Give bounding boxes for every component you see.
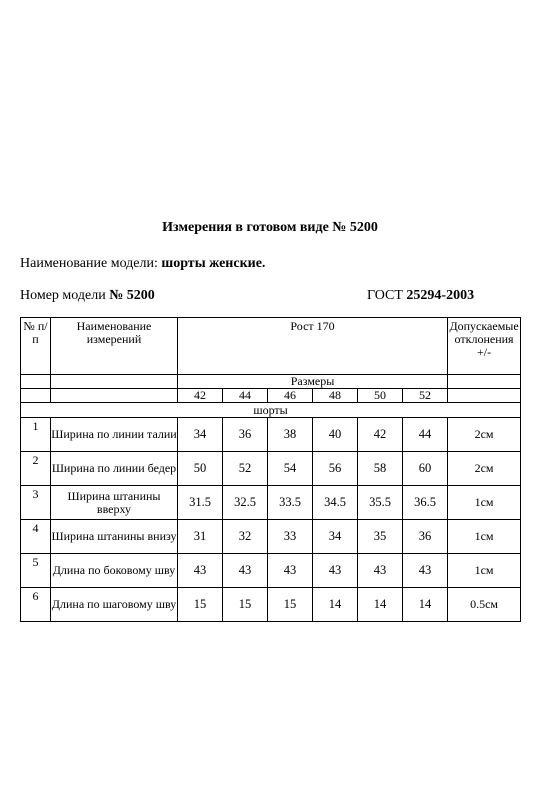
tolerance-value: 2см — [448, 418, 521, 452]
measurement-value: 35.5 — [358, 486, 403, 520]
model-number-label: Номер модели — [20, 288, 106, 303]
measurement-value: 33.5 — [268, 486, 313, 520]
sizes-label: Размеры — [178, 375, 448, 389]
measurement-value: 50 — [178, 452, 223, 486]
measurement-value: 15 — [178, 588, 223, 622]
col-name-header: Наименование измерений — [51, 318, 178, 375]
row-number: 1 — [21, 418, 51, 452]
measurement-value: 31 — [178, 520, 223, 554]
measurement-name: Ширина по линии талии — [51, 418, 178, 452]
measurement-value: 32 — [223, 520, 268, 554]
model-name-line — [20, 256, 265, 272]
section-row — [21, 403, 521, 418]
measurement-value: 32.5 — [223, 486, 268, 520]
tolerance-header: Допускаемые отклонения +/- — [448, 318, 521, 375]
measurement-value: 14 — [313, 588, 358, 622]
size-cell: 50 — [358, 389, 403, 403]
measurement-value: 14 — [403, 588, 448, 622]
tolerance-value: 1см — [448, 554, 521, 588]
gost-value: 25294-2003 — [406, 288, 475, 303]
tolerance-value: 1см — [448, 486, 521, 520]
measurement-value: 42 — [358, 418, 403, 452]
model-number-line — [20, 288, 155, 304]
gost-label: ГОСТ — [367, 288, 403, 303]
row-number: 6 — [21, 588, 51, 622]
tolerance-value: 2см — [448, 452, 521, 486]
col-num-header: № п/п — [21, 318, 51, 375]
model-number-value: № 5200 — [109, 288, 155, 303]
measurement-value: 43 — [223, 554, 268, 588]
measurement-value: 36 — [223, 418, 268, 452]
measurement-name: Ширина по линии бедер — [51, 452, 178, 486]
model-name-value: шорты женские. — [161, 256, 266, 271]
table-row — [21, 418, 521, 452]
row-number: 5 — [21, 554, 51, 588]
model-name-label: Наименование модели: — [20, 256, 158, 271]
measurement-value: 58 — [358, 452, 403, 486]
measurement-value: 43 — [268, 554, 313, 588]
measurement-value: 36 — [403, 520, 448, 554]
table-row — [21, 554, 521, 588]
size-cell: 42 — [178, 389, 223, 403]
size-cell: 46 — [268, 389, 313, 403]
table-row — [21, 520, 521, 554]
measurement-value: 60 — [403, 452, 448, 486]
header-row — [21, 318, 521, 375]
measurement-value: 43 — [178, 554, 223, 588]
size-cell: 48 — [313, 389, 358, 403]
measurement-value: 52 — [223, 452, 268, 486]
measurement-value: 35 — [358, 520, 403, 554]
row-number: 4 — [21, 520, 51, 554]
measurement-value: 40 — [313, 418, 358, 452]
measurement-name: Ширина штанины вверху — [51, 486, 178, 520]
row-number: 2 — [21, 452, 51, 486]
size-cell: 52 — [403, 389, 448, 403]
row-number: 3 — [21, 486, 51, 520]
tolerance-value: 1см — [448, 520, 521, 554]
measurement-value: 15 — [223, 588, 268, 622]
measurement-value: 36.5 — [403, 486, 448, 520]
measurement-value: 43 — [358, 554, 403, 588]
measurement-value: 56 — [313, 452, 358, 486]
height-header: Рост 170 — [178, 318, 448, 375]
gost-line — [367, 288, 474, 304]
measurement-value: 43 — [313, 554, 358, 588]
measurement-value: 43 — [403, 554, 448, 588]
section-label: шорты — [21, 403, 521, 418]
measurement-value: 14 — [358, 588, 403, 622]
measurement-value: 34 — [178, 418, 223, 452]
measurement-value: 34.5 — [313, 486, 358, 520]
measurement-value: 33 — [268, 520, 313, 554]
table-row — [21, 452, 521, 486]
sizes-label-row — [21, 375, 521, 389]
size-cell: 44 — [223, 389, 268, 403]
measurement-value: 54 — [268, 452, 313, 486]
measurement-value: 38 — [268, 418, 313, 452]
tolerance-value: 0.5см — [448, 588, 521, 622]
measurement-value: 34 — [313, 520, 358, 554]
measurement-value: 31.5 — [178, 486, 223, 520]
table-row — [21, 486, 521, 520]
measurement-name: Длина по шаговому шву — [51, 588, 178, 622]
measurement-name: Ширина штанины внизу — [51, 520, 178, 554]
table-row — [21, 588, 521, 622]
measurement-name: Длина по боковому шву — [51, 554, 178, 588]
document-title: Измерения в готовом виде № 5200 — [162, 220, 378, 235]
measurement-value: 15 — [268, 588, 313, 622]
measurements-table — [20, 317, 521, 622]
measurement-value: 44 — [403, 418, 448, 452]
sizes-row — [21, 389, 521, 403]
